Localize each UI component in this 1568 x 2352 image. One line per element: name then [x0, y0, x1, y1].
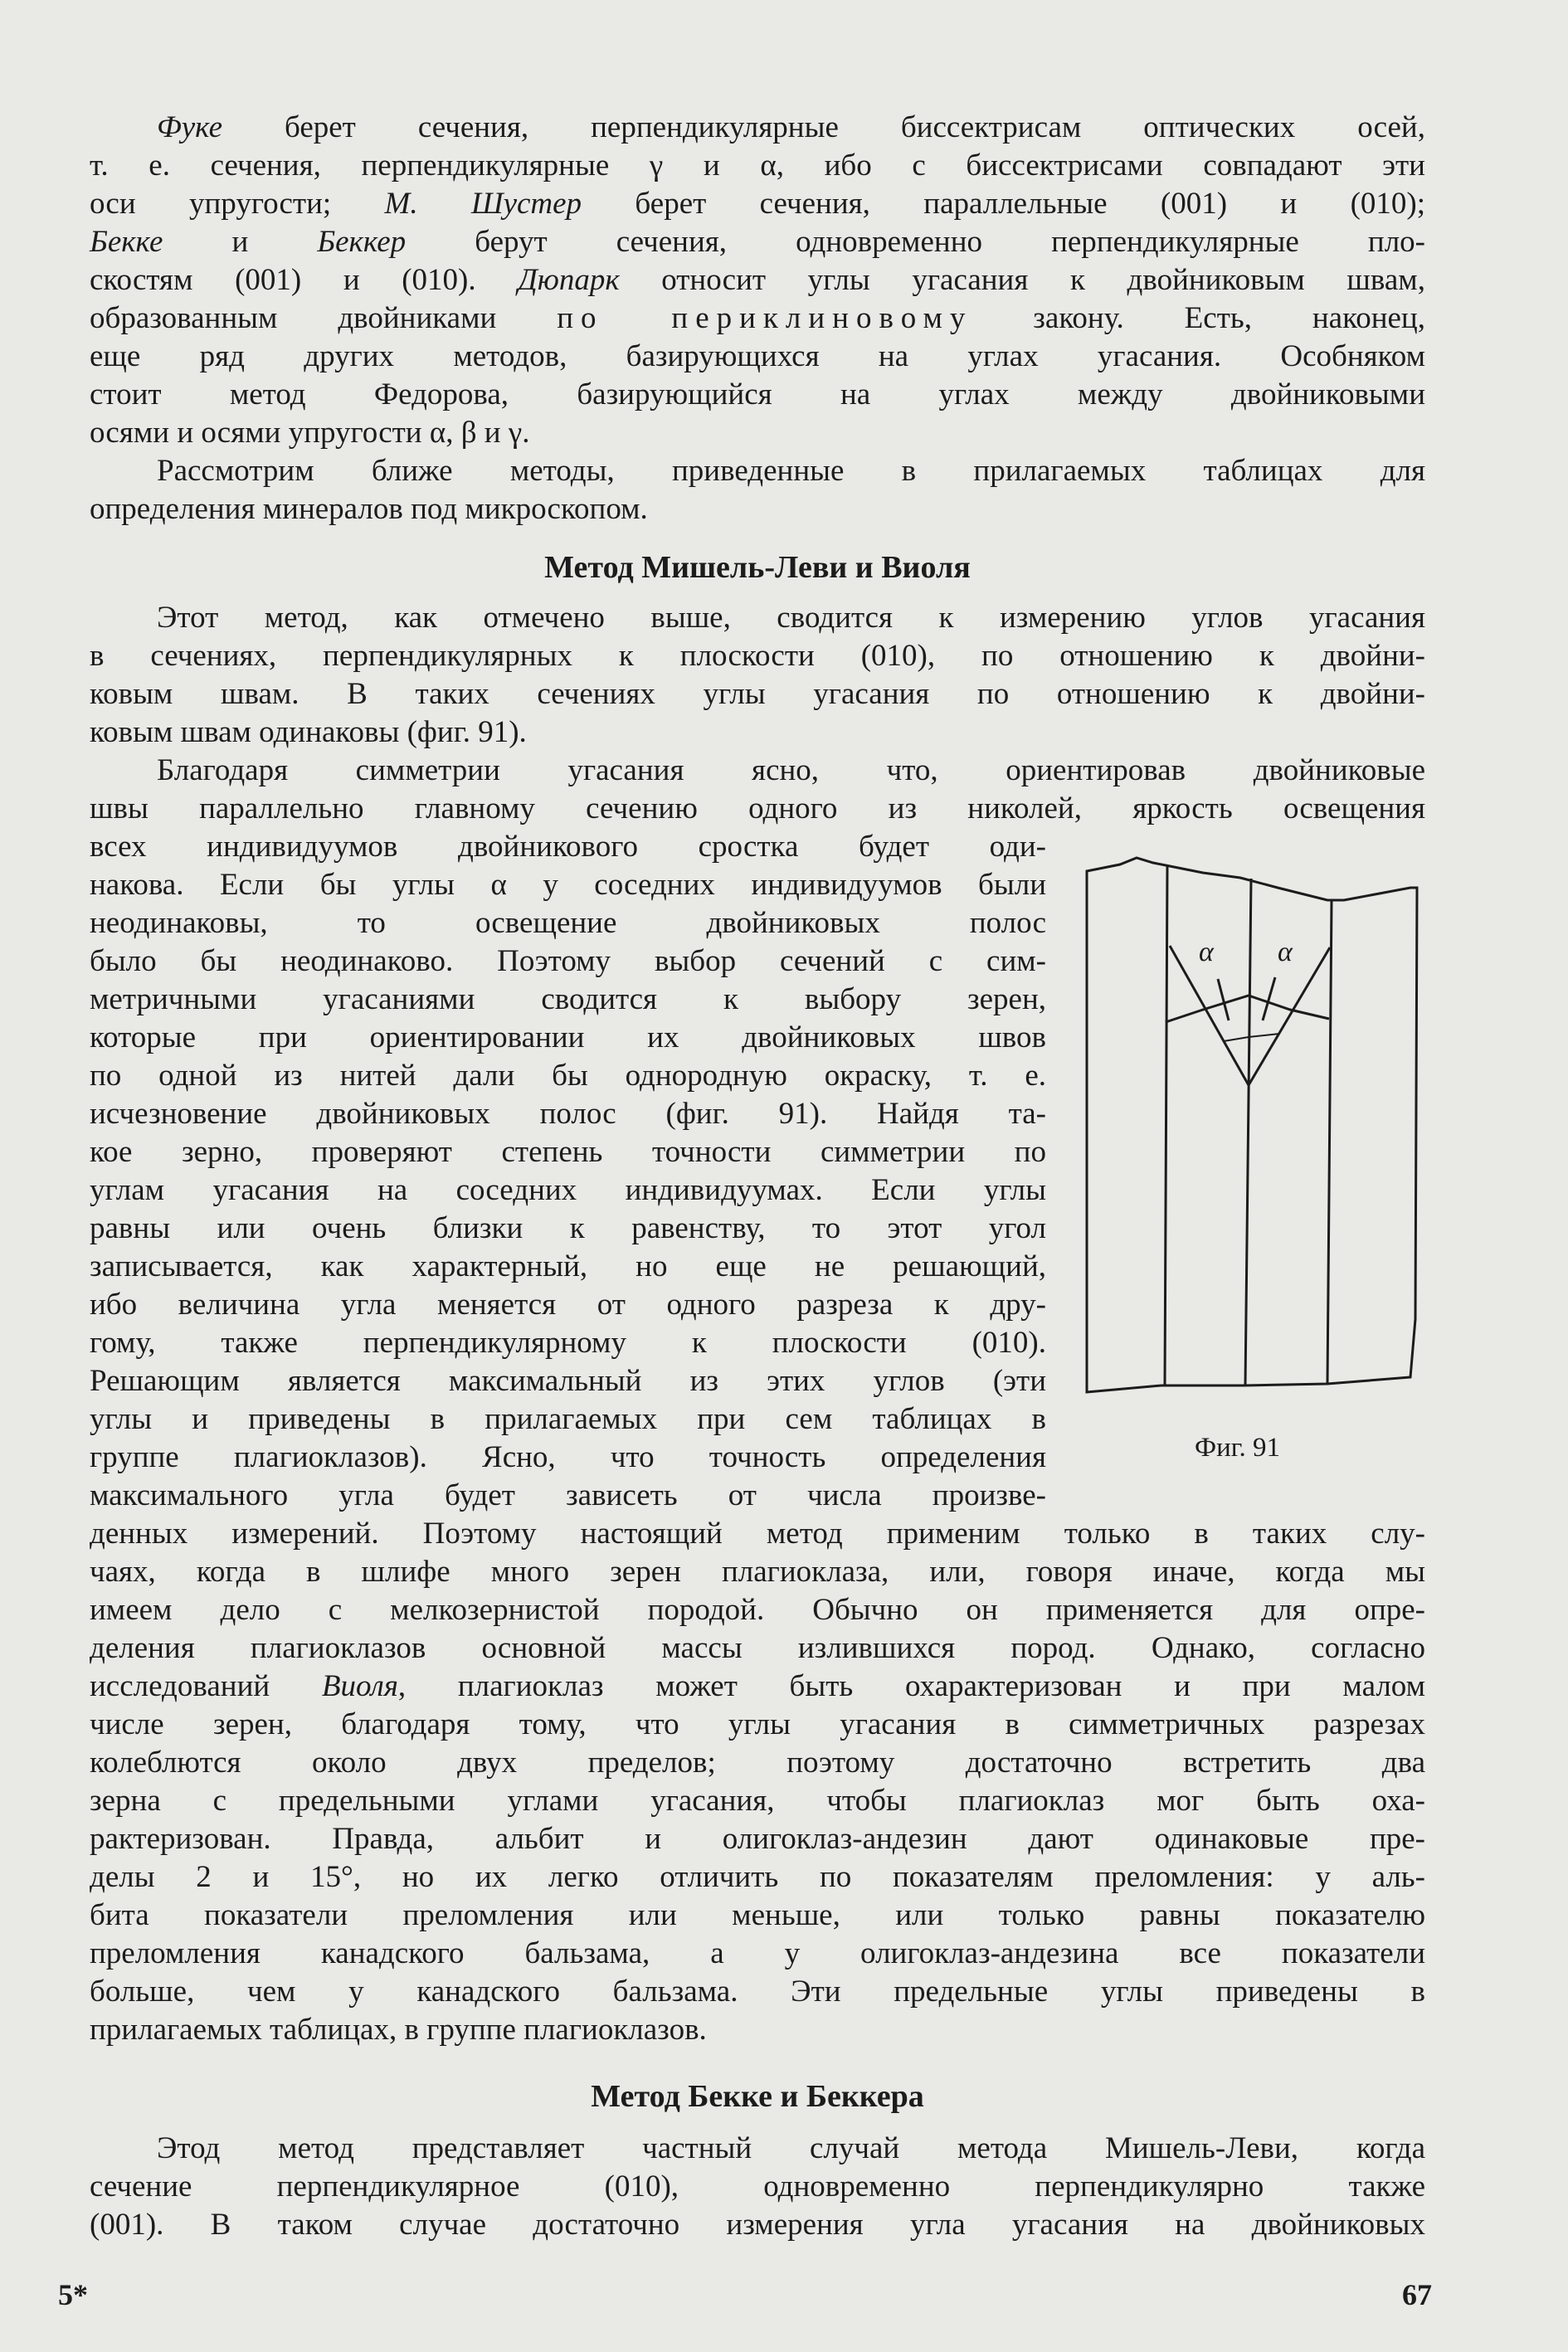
text-segment: (001). В таком случае достаточно измерения угла угасания на двойниковых	[90, 2208, 1425, 2242]
text-segment: группе плагиоклазов). Ясно, что точность определения	[90, 1440, 1046, 1474]
text-segment: больше, чем у канадского бальзама. Эти предельные углы приведены в	[90, 1975, 1425, 2009]
text-segment: неодинаковы, то освещение двойниковых полос	[90, 906, 1046, 940]
text-line	[90, 109, 1425, 147]
text-segment: углы и приведены в прилагаемых при сем таблицах в	[90, 1402, 1046, 1436]
text-line	[90, 1706, 1425, 1744]
text-segment: берут сечения, одновременно перпендикулярные пло-	[406, 225, 1425, 259]
italic-name: Беккер	[317, 225, 407, 259]
text-segment: сечение перпендикулярное (010), одновременно перпендикулярно также	[90, 2169, 1425, 2203]
text-line	[90, 904, 1046, 942]
text-segment: берет сечения, перпендикулярные биссектрисам оптических осей,	[222, 110, 1425, 144]
text-segment: было бы неодинаково. Поэтому выбор сечений с сим-	[90, 944, 1046, 978]
text-segment: деления плагиоклазов основной массы излившихся пород. Однако, согласно	[90, 1631, 1425, 1665]
text-segment: закону. Есть, наконец,	[972, 301, 1425, 335]
text-segment: по одной из нитей дали бы однородную окраску, т. е.	[90, 1059, 1046, 1093]
text-line	[90, 1477, 1046, 1515]
text-segment: образованным двойниками	[90, 301, 558, 335]
text-line	[90, 1935, 1425, 1973]
text-line	[90, 1019, 1046, 1057]
arrow	[1218, 979, 1229, 1020]
text-line	[90, 261, 1425, 299]
text-segment: имеем дело с мелкозернистой породой. Обычно он применяется для опре-	[90, 1593, 1425, 1627]
text-line	[90, 1362, 1046, 1400]
text-segment: оси упругости;	[90, 187, 385, 221]
text-line	[90, 2130, 1425, 2168]
text-segment: гому, также перпендикулярному к плоскости (010).	[90, 1326, 1046, 1360]
text-segment: ковым швам одинаковы (фиг. 91).	[90, 715, 527, 749]
text-segment: преломления канадского бальзама, а у олигоклаз-андезина все показатели	[90, 1936, 1425, 1970]
text-segment: которые при ориентировании их двойниковых швов	[90, 1020, 1046, 1054]
text-line	[90, 223, 1425, 261]
text-segment: рактеризован. Правда, альбит и олигоклаз-андезин дают одинаковые пре-	[90, 1822, 1425, 1856]
text-segment: Решающим является максимальный из этих углов (эти	[90, 1364, 1046, 1398]
text-line	[90, 299, 1425, 338]
text-segment: Рассмотрим ближе методы, приведенные в прилагаемых таблицах для	[157, 454, 1425, 488]
text-segment: зерна с предельными углами угасания, чтобы плагиоклаз мог быть оха-	[90, 1784, 1425, 1818]
figure-outline	[1087, 858, 1417, 1392]
text-segment: стоит метод Федорова, базирующийся на углах между двойниковыми	[90, 377, 1425, 411]
text-line	[90, 599, 1425, 637]
section-heading-becke: Метод Бекке и Беккера	[591, 2079, 924, 2114]
text-segment: ибо величина угла меняется от одного разреза к дру-	[90, 1288, 1046, 1322]
signature-mark: 5*	[58, 2278, 88, 2311]
text-line	[90, 1553, 1425, 1591]
section-heading-michel-levy: Метод Мишель-Леви и Виоля	[544, 550, 971, 585]
text-segment: исчезновение двойниковых полос (фиг. 91). Найдя та-	[90, 1097, 1046, 1131]
text-line	[90, 1133, 1046, 1171]
text-segment: делы 2 и 15°, но их легко отличить по показателям преломления: у аль-	[90, 1860, 1425, 1894]
text-segment: накова. Если бы углы α у соседних индивидуумов были	[90, 868, 1046, 902]
text-segment: углам угасания на соседних индивидуумах. Если углы	[90, 1173, 1046, 1207]
text-segment: Благодаря симметрии угасания ясно, что, ориентировав двойниковые	[157, 753, 1425, 787]
page-number: 67	[1402, 2278, 1432, 2311]
text-segment: денных измерений. Поэтому настоящий метод применим только в таких слу-	[90, 1517, 1425, 1551]
text-segment: Этод метод представляет частный случай метода Мишель-Леви, когда	[157, 2131, 1425, 2165]
text-line	[90, 713, 1425, 752]
text-line	[90, 1057, 1046, 1095]
text-segment: равны или очень близки к равенству, то этот угол	[90, 1211, 1046, 1245]
text-segment: и	[163, 225, 318, 259]
text-line	[90, 1591, 1425, 1629]
text-segment: , плагиоклаз может быть охарактеризован и при малом	[397, 1669, 1425, 1703]
text-line	[90, 752, 1425, 790]
angle-arc	[1166, 996, 1329, 1022]
text-line	[90, 1782, 1425, 1820]
text-line	[90, 1897, 1425, 1935]
italic-name: Фуке	[157, 110, 222, 144]
text-segment: определения минералов под микроскопом.	[90, 492, 648, 526]
text-line	[90, 1324, 1046, 1362]
text-line	[90, 376, 1425, 414]
text-line	[90, 942, 1046, 981]
text-segment: прилагаемых таблицах, в группе плагиоклазов.	[90, 2013, 707, 2047]
text-segment: швы параллельно главному сечению одного из николей, яркость освещения	[90, 791, 1425, 825]
text-line	[90, 790, 1425, 828]
italic-name: Дюпарк	[518, 263, 620, 297]
text-line	[90, 2206, 1425, 2244]
text-line	[90, 2168, 1425, 2206]
twin-seam	[1165, 866, 1167, 1385]
text-segment: ковым швам. В таких сечениях углы угасания по отношению к двойни-	[90, 677, 1425, 711]
text-line	[90, 981, 1046, 1019]
text-line	[90, 185, 1425, 223]
text-block-intro	[90, 109, 1425, 528]
text-line	[90, 147, 1425, 185]
text-line	[90, 1629, 1425, 1668]
text-line	[90, 1515, 1425, 1553]
text-line	[90, 1744, 1425, 1782]
angle-label-right: α	[1278, 937, 1293, 967]
text-line	[90, 414, 1425, 452]
text-block-becke	[90, 2130, 1425, 2244]
text-segment: по периклиновому	[557, 301, 973, 335]
text-segment: осями и осями упругости α, β и γ.	[90, 416, 530, 450]
text-line	[90, 452, 1425, 490]
text-segment: числе зерен, благодаря тому, что углы угасания в симметричных разрезах	[90, 1707, 1425, 1741]
text-segment: исследований	[90, 1669, 322, 1703]
text-line	[90, 1858, 1425, 1897]
text-line	[90, 1439, 1046, 1477]
text-line	[90, 1820, 1425, 1858]
text-line	[90, 1286, 1046, 1324]
text-segment: т. е. сечения, перпендикулярные γ и α, ибо с биссектрисами совпадают эти	[90, 149, 1425, 183]
text-line	[90, 2011, 1425, 2049]
italic-name: М. Шустер	[384, 187, 582, 221]
text-segment: берет сечения, параллельные (001) и (010);	[582, 187, 1425, 221]
text-line	[90, 1400, 1046, 1439]
text-line	[90, 637, 1425, 675]
figure-caption: Фиг. 91	[1195, 1433, 1281, 1463]
text-line	[90, 828, 1046, 866]
text-segment: относит углы угасания к двойниковым швам,	[619, 263, 1425, 297]
text-segment: колеблются около двух пределов; поэтому достаточно встретить два	[90, 1746, 1425, 1780]
text-segment: еще ряд других методов, базирующихся на углах угасания. Особняком	[90, 339, 1425, 373]
text-segment: записывается, как характерный, но еще не решающий,	[90, 1249, 1046, 1283]
text-line	[90, 1171, 1046, 1210]
figure-91-twin-diagram	[1070, 846, 1435, 1427]
text-segment: Этот метод, как отмечено выше, сводится к измерению углов угасания	[157, 601, 1425, 635]
text-segment: максимального угла будет зависеть от числа произве-	[90, 1478, 1046, 1512]
text-line	[90, 1210, 1046, 1248]
twin-seam	[1245, 879, 1251, 1385]
italic-name: Виоля	[321, 1669, 398, 1703]
text-line	[90, 490, 1425, 528]
text-segment: чаях, когда в шлифе много зерен плагиоклаза, или, говоря иначе, когда мы	[90, 1555, 1425, 1589]
arrow	[1263, 977, 1275, 1020]
text-line	[90, 675, 1425, 713]
text-line	[90, 1095, 1046, 1133]
text-line	[90, 338, 1425, 376]
text-segment: бита показатели преломления или меньше, или только равны показателю	[90, 1898, 1425, 1932]
text-segment: кое зерно, проверяют степень точности симметрии по	[90, 1135, 1046, 1169]
text-segment: в сечениях, перпендикулярных к плоскости (010), по отношению к двойни-	[90, 639, 1425, 673]
text-line	[90, 866, 1046, 904]
angle-label-left: α	[1199, 937, 1214, 967]
text-line	[90, 1973, 1425, 2011]
angle-arc-small	[1224, 1034, 1279, 1041]
text-line	[90, 1248, 1046, 1286]
text-segment: метричными угасаниями сводится к выбору зерен,	[90, 982, 1046, 1016]
text-segment: всех индивидуумов двойникового сростка будет оди-	[90, 830, 1046, 864]
text-segment: скостям (001) и (010).	[90, 263, 519, 297]
twin-seam	[1327, 901, 1332, 1384]
text-line	[90, 1668, 1425, 1706]
italic-name: Бекке	[90, 225, 163, 259]
